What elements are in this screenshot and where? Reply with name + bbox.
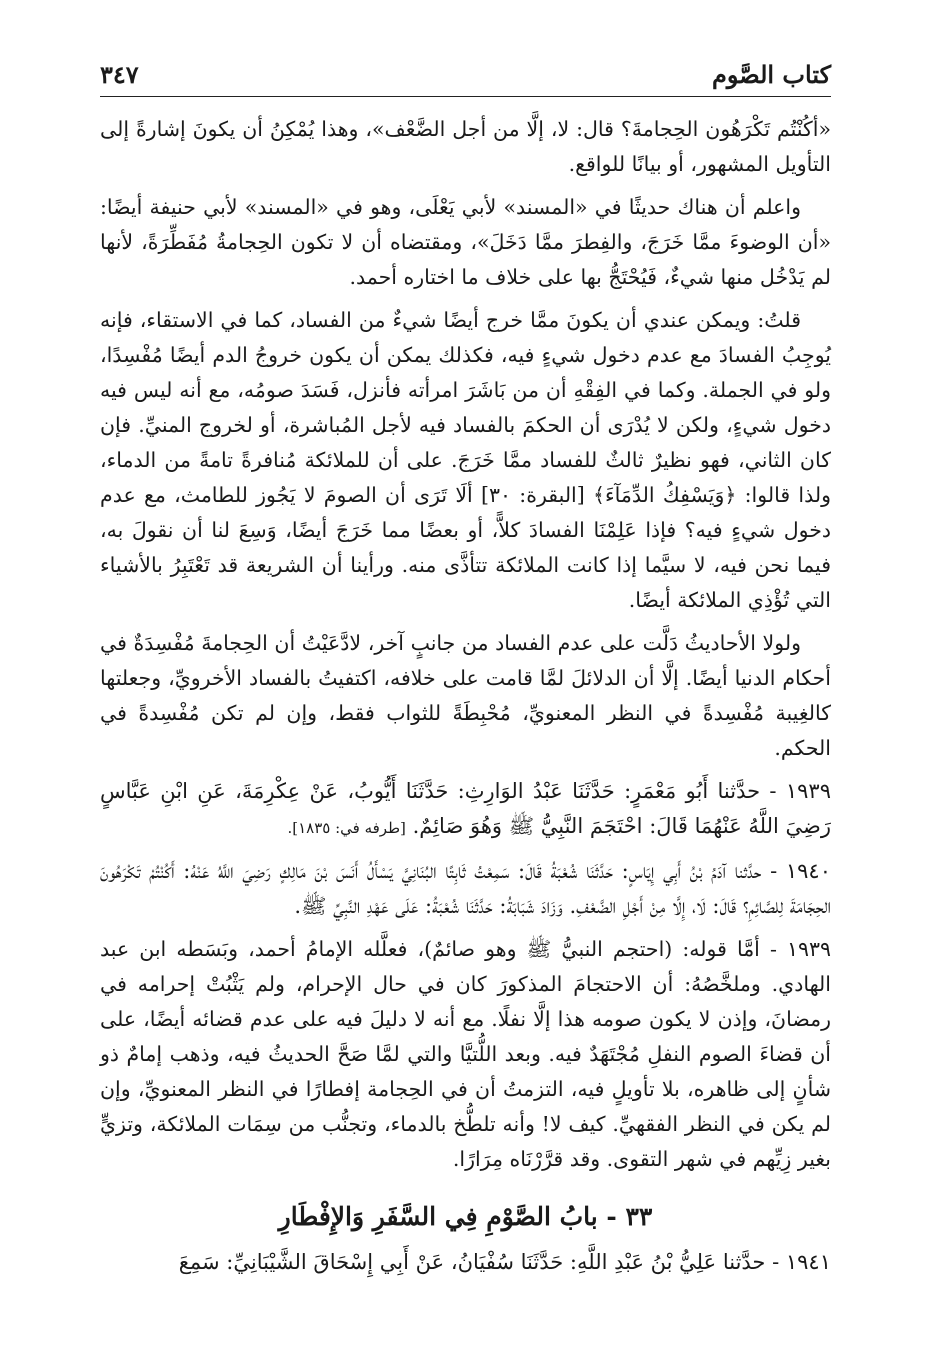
hadith-1939 <box>100 774 831 846</box>
commentary-paragraph: «أكُنْتُم تَكْرَهُون الحِجامةَ؟ قال: لا، إلَّا من أجل الضَّعْف»، وهذا يُمْكِنُ أن يكونَ إشارةً إلى التأويل المشهور، أو بيانًا للواقع. <box>100 117 831 176</box>
commentary-paragraph: قلتُ: ويمكن عندي أن يكونَ ممَّا خرج أيضًا شيءٌ من الفساد، كما في الاستقاء، فإنه يُوجِبُ الفسادَ مع عدم دخول شيءٍ فيه، فكذلك يمكن أن يكون خروجُ الدم أيضًا مُفْسِدًا، ولو في الجملة. وكما في الفِقْهِ أن من بَاشَرَ امرأته فأنزل، فَسَدَ صومُه، مع أنه ليس فيه دخول شيءٍ، ولكن لا يُدْرَى أن الحكمَ بالفساد فيه لأجل المُباشرة، أو لخروج المنيِّ. فإن كان الثاني، فهو نظيرٌ ثالثٌ للفساد ممَّا خَرَجَ. على أن للملائكة مُنافرةً تامةً من الدماء، ولذا قالوا: ﴿وَيَسْفِكُ الدِّمَآءَ﴾ [البقرة: ٣٠] ألَا تَرَى أن الصومَ لا يَجُوز للطامث، مع عدم دخول شيءٍ فيه؟ فإذا عَلِمْنَا الفسادَ كلاًّ، أو بعضًا مما خَرَجَ أيضًا، وَسِعَ لنا أن نقولَ به، فيما نحن فيه، لا سيَّما إذا كانت الملائكة تتأذَّى منه. ورأينا أن الشريعة قد تَعْتَبِرُ بالأشياء التي تُؤْذِي الملائكة أيضًا. <box>100 308 831 612</box>
commentary-paragraph: ولولا الأحاديثُ دَلَّت على عدم الفساد من جانبٍ آخر، لادَّعَيْتُ أن الحِجامةَ مُفْسِدَةٌ في أحكام الدنيا أيضًا. إلَّا أن الدلائلَ لمَّا قامت على خلافه، اكتفيتُ بالفساد الأخرويِّ، وجعلتها كالغِيبة مُفْسِدةً في النظر المعنويِّ، مُحْبِطَةً للثواب فقط، وإن لم تكن مُفْسِدةً في الحكم. <box>100 631 831 760</box>
page-number: ٣٤٧ <box>100 59 139 89</box>
hadith-1940: ١٩٤٠ - حدَّثنا آدَمُ بْنُ أَبِي إِيَاسٍ: حَدَّثَنَا شُعْبَةُ قَالَ: سَمِعْتُ ثَابِتًا البُنَانِيَّ يَسْأَلُ أَنَسَ بْنَ مَالِكٍ رَضِيَ اللَّهُ عَنْهُ: أَكُنْتُمْ تَكْرَهُونَ الحِجَامَةَ لِلصَّائِمِ؟ قَالَ: لَا، إِلَّا مِنْ أَجْلِ الضَّعْفِ. وَزَادَ شَبَابَةُ: حَدَّثَنَا شُعْبَةُ: عَلَى عَهْدِ النَّبِيِّ ﷺ. <box>100 859 831 918</box>
hadith-text: ١٩٣٩ - حدَّثنا أَبُو مَعْمَرٍ: حَدَّثَنَا عَبْدُ الوَارِثِ: حَدَّثَنَا أَيُّوبُ، عَنْ عِكْرِمَةَ، عَنِ ابْنِ عَبَّاسٍ رَضِيَ اللَّهُ عَنْهُمَا قَالَ: احْتَجَمَ النَّبِيُّ ﷺ وَهُوَ صَائِمٌ. <box>100 779 831 838</box>
commentary-paragraph: واعلم أن هناك حديثًا في «المسند» لأبي يَعْلَى، وهو في «المسند» لأبي حنيفة أيضًا: «أن الوضوءَ ممَّا خَرَجَ، والفِطرَ ممَّا دَخَلَ»، ومقتضاه أن لا تكون الحِجامةُ مُفَطِّرَةً، لأنها لم يَدْخُل منها شيءٌ، فَيُحْتَجُّ بها على خلاف ما اختاره أحمد. <box>100 195 831 289</box>
page-header <box>100 52 831 97</box>
commentary-paragraph: ١٩٣٩ - أمَّا قوله: (احتجم النبيُّ ﷺ وهو صائمٌ)، فعلَّله الإمامُ أحمد، وبَسَطه ابن عبد الهادي. وملخَّصُهُ: أن الاحتجامَ المذكورَ كان في حال الإحرام، ولم يَثْبُتْ إحرامه في رمضانَ، وإذن لا يكون صومه هذا إلَّا نفلًا. مع أنه لا دليلَ فيه على عدم قضائه أيضًا، على أن قضاءَ الصوم النفلِ مُجْتَهَدٌ فيه. وبعد اللُّتيَّا والتي لمَّا صَحَّ الحديثُ فيه، وذهب إمامٌ ذو شأنٍ إلى ظاهره، بلا تأويلٍ فيه، التزمتُ أن في الحِجامة إفطارًا في النظر المعنويِّ، وإن لم يكن في النظر الفقهيِّ. كيف لا! وأنه تلطُّخ بالدماء، وتجنُّب من سِمَات الملائكة، وتزيٍّ بغير زِيِّهم في شهر التقوى. وقد قرَّرْنَاه مِرَارًا. <box>100 937 831 1171</box>
hadith-1941: ١٩٤١ - حدَّثنا عَلِيُّ بْنُ عَبْدِ اللَّهِ: حَدَّثَنَا سُفْيَانُ، عَنْ أَبِي إِسْحَاقَ الشَّيْبَانِيِّ: سَمِعَ <box>178 1250 831 1274</box>
chapter-heading: ٣٣ - بابُ الصَّوْمِ فِي السَّفَرِ وَالإِفْطَارِ <box>278 1202 653 1231</box>
book-title: كتاب الصَّوم <box>712 59 831 89</box>
page-body <box>100 112 831 1288</box>
hadith-reference: [طرفه في: ١٨٣٥]. <box>287 819 406 837</box>
